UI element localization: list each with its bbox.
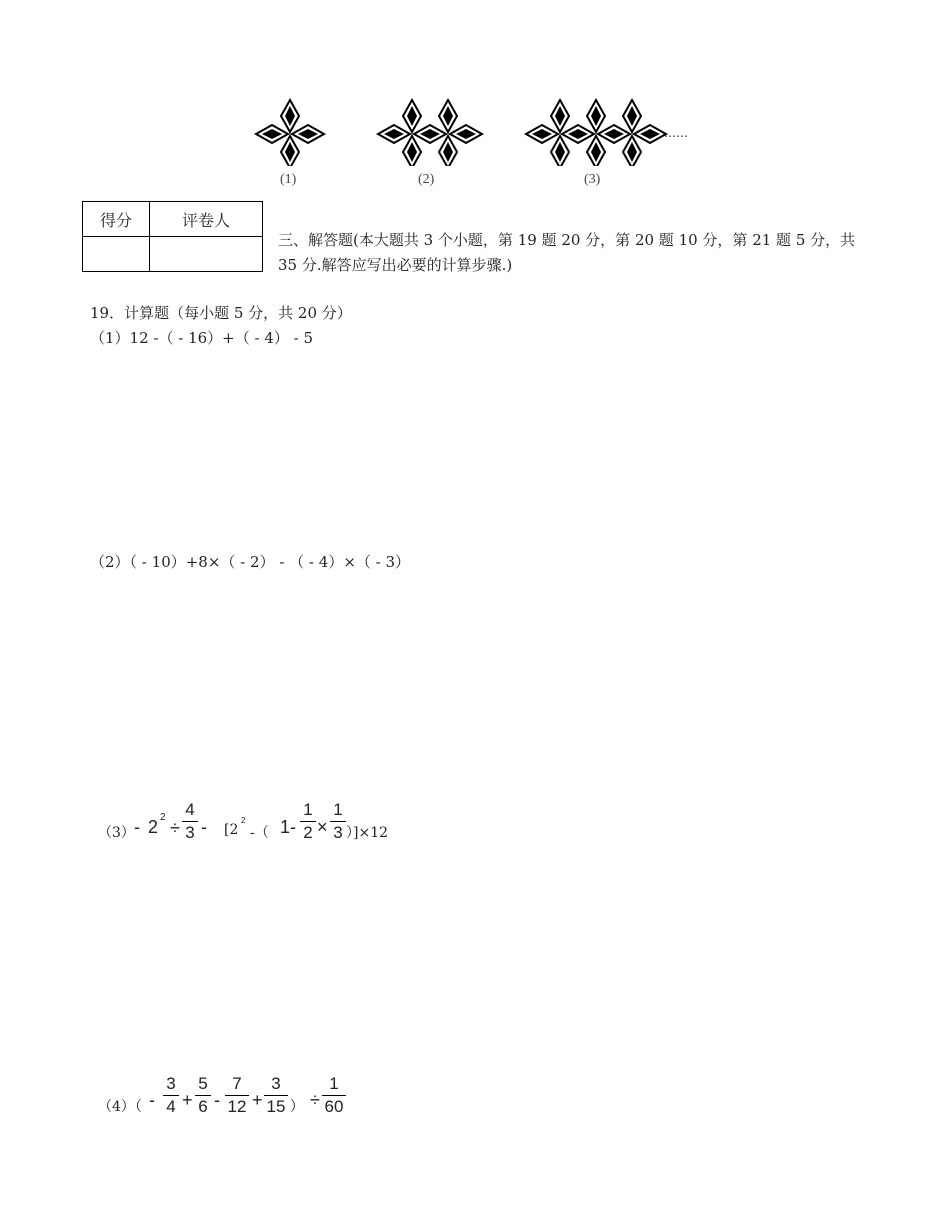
grader-cell[interactable] — [150, 237, 263, 272]
figure-label-3: (3) — [584, 172, 601, 187]
p3-bracket: [2 — [224, 822, 239, 838]
p3-one-minus: 1- — [280, 817, 297, 837]
grader-header: 评卷人 — [150, 202, 263, 237]
p4-fraction-5: 1 60 — [322, 1074, 346, 1117]
p3-fraction-3: 1 3 — [330, 800, 346, 843]
figure-label-2: (2) — [418, 172, 435, 187]
p4-plus-2: + — [252, 1090, 263, 1110]
p3-mid: -（ — [250, 825, 269, 841]
p3-tail: ）]×12 — [346, 825, 389, 841]
p4-neg: - — [149, 1090, 155, 1110]
diamond-pattern-image — [250, 96, 710, 166]
p3-divide: ÷ — [170, 818, 180, 838]
p4-label: （4）（ — [98, 1099, 142, 1115]
p3-label: （3） — [98, 825, 135, 841]
pattern-ellipsis: …… — [664, 126, 688, 140]
q19-part2: （2）（ - 10）+8×（ - 2） - （ - 4）×（ - 3） — [90, 553, 411, 571]
p3-minus-2: - — [201, 817, 207, 837]
p3-exponent-2: 2 — [241, 816, 246, 825]
pattern-figures — [250, 96, 710, 192]
p4-divide: ÷ — [310, 1090, 320, 1110]
score-header: 得分 — [83, 202, 150, 237]
p3-minus: - — [134, 817, 140, 837]
score-cell[interactable] — [83, 237, 150, 272]
p3-exponent: 2 — [160, 812, 166, 823]
figure-label-1: (1) — [280, 172, 297, 187]
p4-fraction-4: 3 15 — [264, 1074, 288, 1117]
p4-fraction-2: 5 6 — [195, 1074, 211, 1117]
score-table — [82, 201, 263, 272]
p4-fraction-1: 3 4 — [163, 1074, 179, 1117]
p4-minus: - — [214, 1090, 220, 1110]
p4-fraction-3: 7 12 — [225, 1074, 249, 1117]
p3-base: 2 — [148, 817, 159, 837]
p4-plus-1: + — [182, 1090, 193, 1110]
q19-part1: （1）12 -（ - 16）+（ - 4） - 5 — [90, 329, 314, 347]
p3-fraction-1: 4 3 — [182, 800, 198, 843]
section-heading: 三、解答题(本大题共 3 个小题，第 19 题 20 分，第 20 题 10 分，第 21 题 5 分，共 35 分.解答应写出必要的计算步骤.) — [278, 231, 856, 274]
p3-fraction-2: 1 2 — [300, 800, 316, 843]
q19-part3 — [0, 790, 950, 860]
p4-close: ） — [290, 1099, 304, 1115]
q19-title: 19．计算题（每小题 5 分，共 20 分） — [90, 304, 352, 322]
q19-part4 — [0, 1070, 950, 1130]
p3-times: × — [317, 817, 328, 837]
